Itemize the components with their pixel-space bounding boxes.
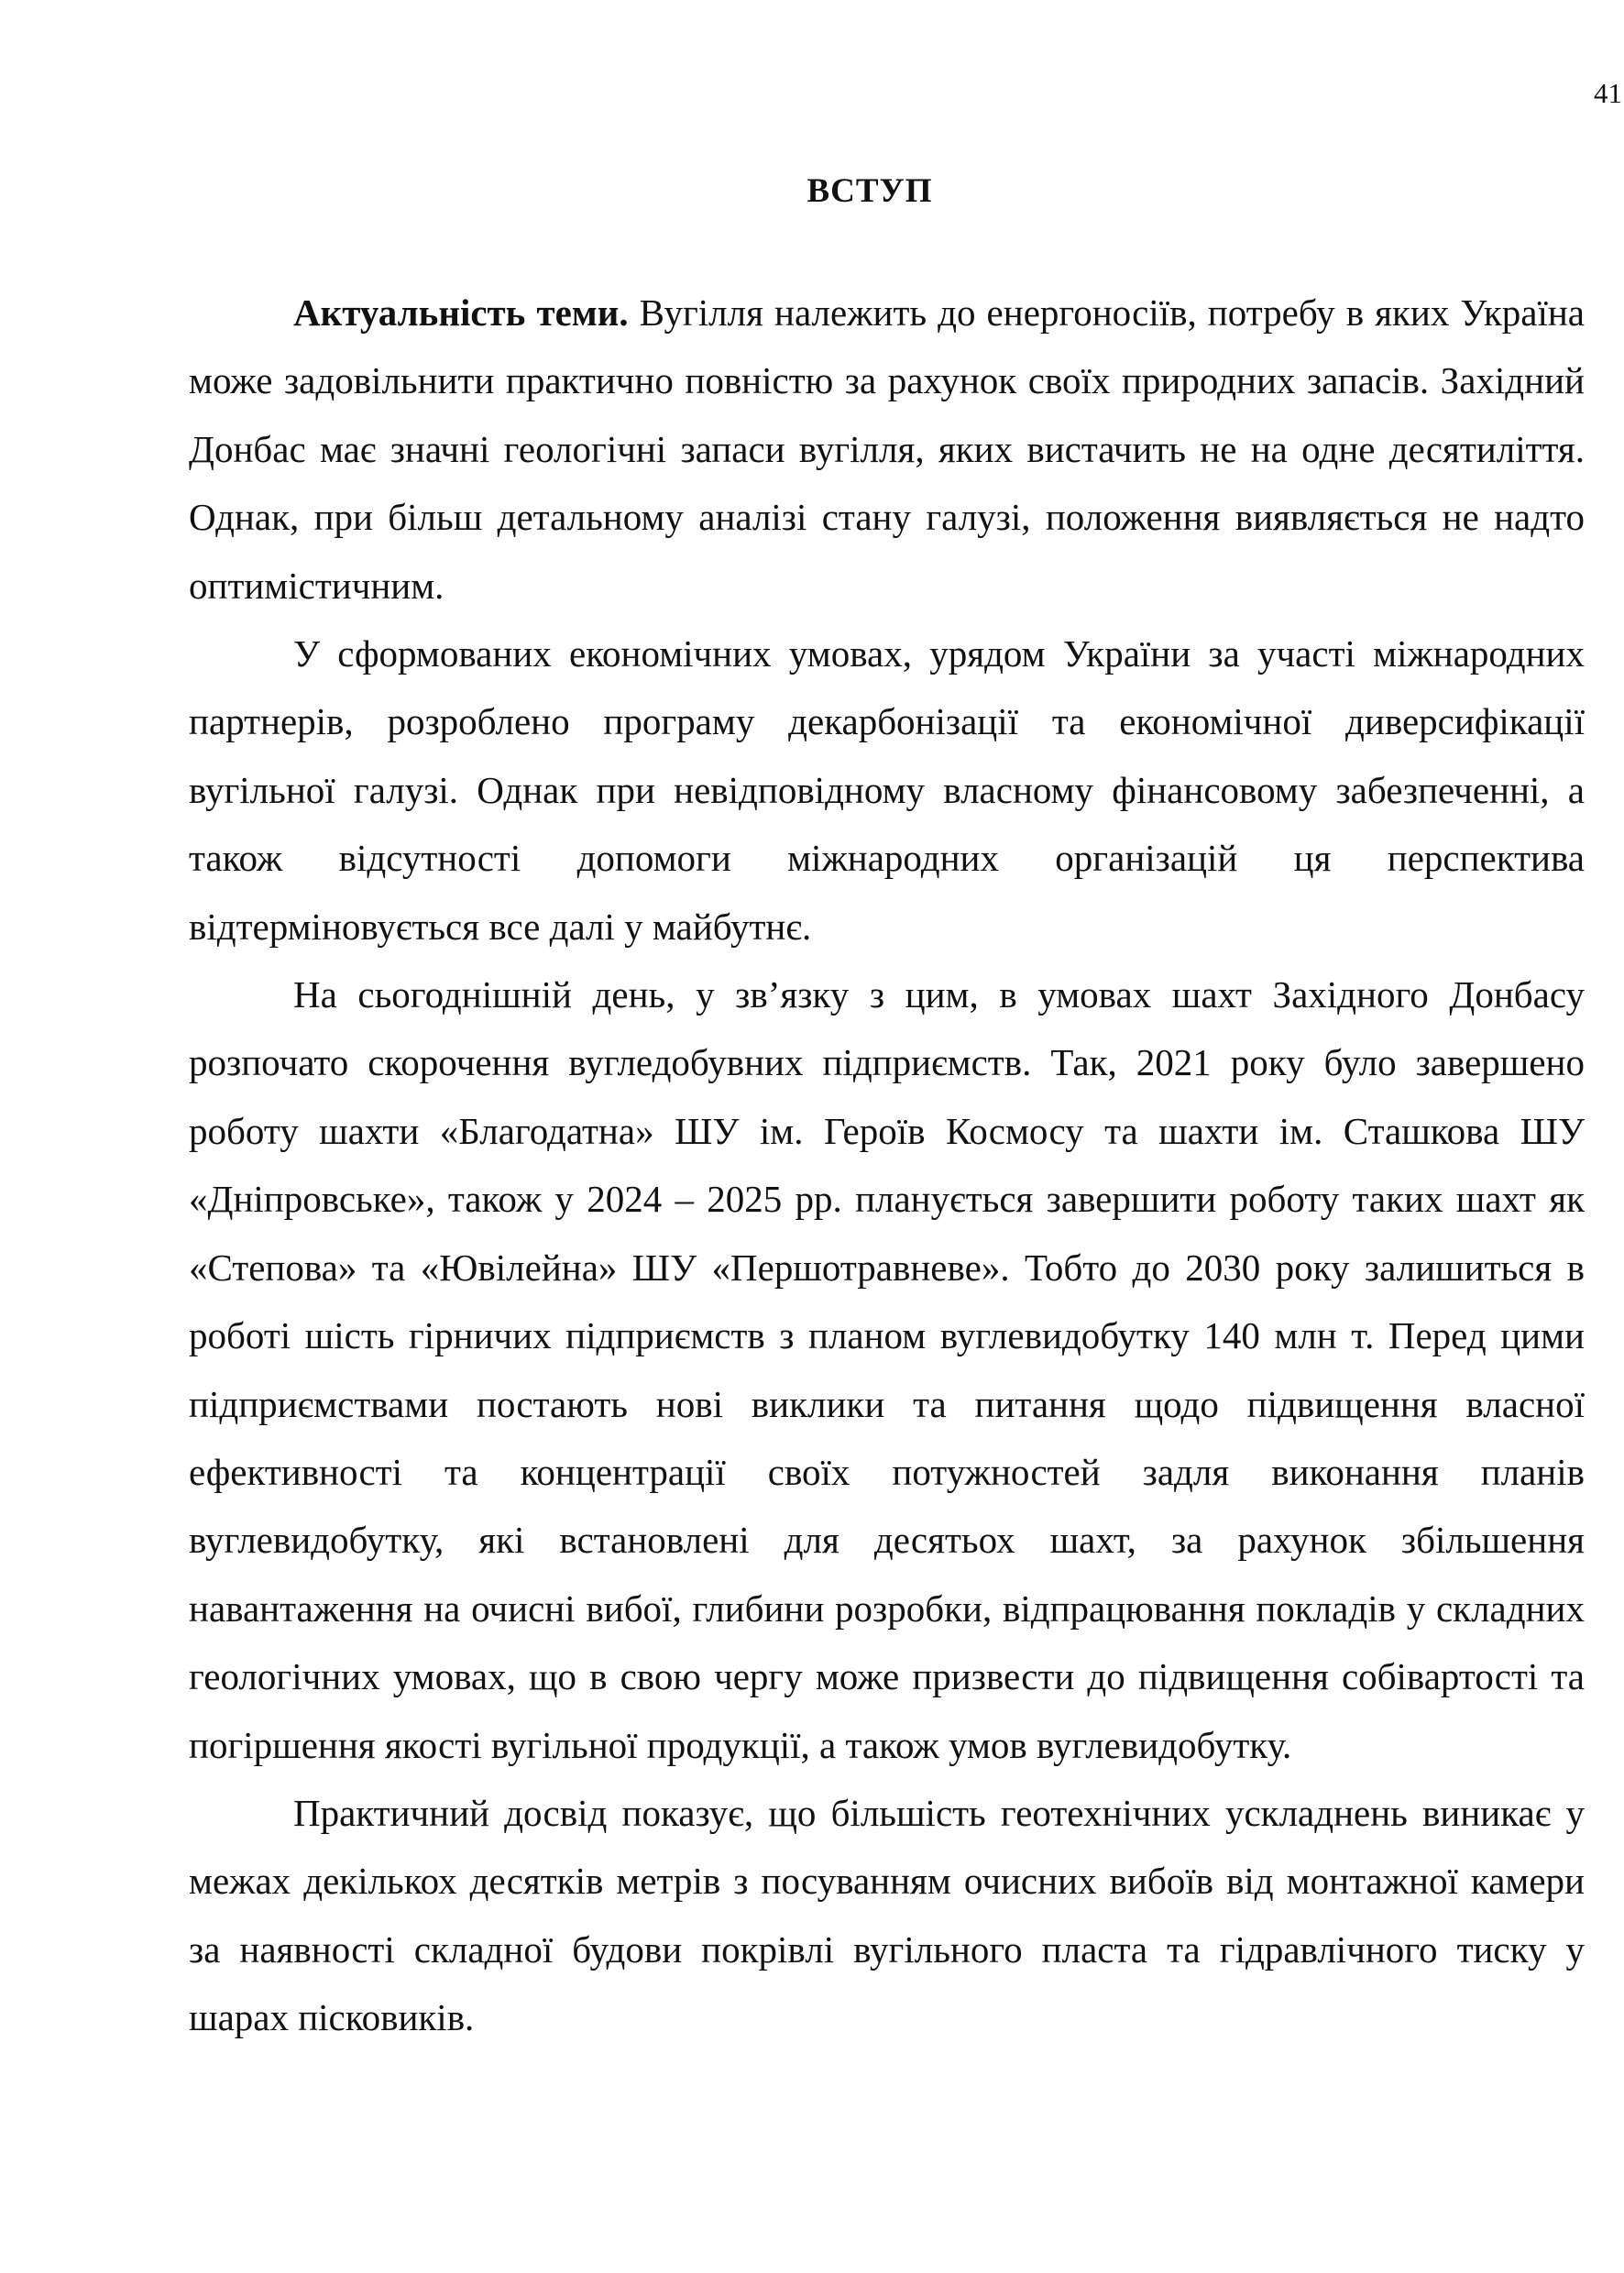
paragraph-economic-conditions: У сформованих економічних умовах, урядом України за участі міжнародних партнерів, розроблено програму декарбонізації та економічної диверсифікації вугільної галузі. Однак при невідповідному власному фінансовому забезпеченні, а також відсутності допомоги міжнародних організацій ця перспектива відтерміновується все далі у майбутнє. [189, 632, 1585, 948]
paragraph-lead: Актуальність теми. [293, 291, 629, 334]
paragraph-practical-experience: Практичний досвід показує, що більшість геотехнічних ускладнень виникає у межах декількох десятків метрів з посуванням очисних вибоїв від монтажної камери за наявності складної будови покрівлі вугільного пласта та гідравлічного тиску у шарах пісковиків. [189, 1791, 1585, 2039]
paragraph-text: Вугілля належить до енергоносіїв, потребу в яких Україна може задовільнити практично повністю за рахунок своїх природних запасів. Західний Донбас має значні геологічні запаси вугілля, яких вистачить не на одне десятиліття. Однак, при більш детальному аналізі стану галузі, положення виявляється не надто оптимістичним. [189, 291, 1585, 607]
paragraph-mine-closures: На сьогоднішній день, у зв’язку з цим, в умовах шахт Західного Донбасу розпочато скорочення вугледобувних підприємств. Так, 2021 року було завершено роботу шахти «Благодатна» ШУ ім. Героїв Космосу та шахти ім. Сташкова ШУ «Дніпровське», також у 2024 – 2025 рр. планується завершити роботу таких шахт як «Степова» та «Ювілейна» ШУ «Першотравневе». Тобто до 2030 року залишиться в роботі шість гірничих підприємств з планом вуглевидобутку 140 млн т. Перед цими підприємствами постають нові виклики та питання щодо підвищення власної ефективності та концентрації своїх потужностей задля виконання планів вуглевидобутку, які встановлені для десятьох шахт, за рахунок збільшення навантаження на очисні вибої, глибини розробки, відпрацювання покладів у складних геологічних умовах, що в свою чергу може призвести до підвищення собівартості та погіршення якості вугільної продукції, а також умов вуглевидобутку. [189, 973, 1585, 1766]
body-text [189, 279, 1585, 2052]
section-heading: ВСТУП [807, 171, 933, 210]
page-number: 41 [1594, 77, 1622, 109]
paragraph-relevance [189, 279, 1585, 620]
